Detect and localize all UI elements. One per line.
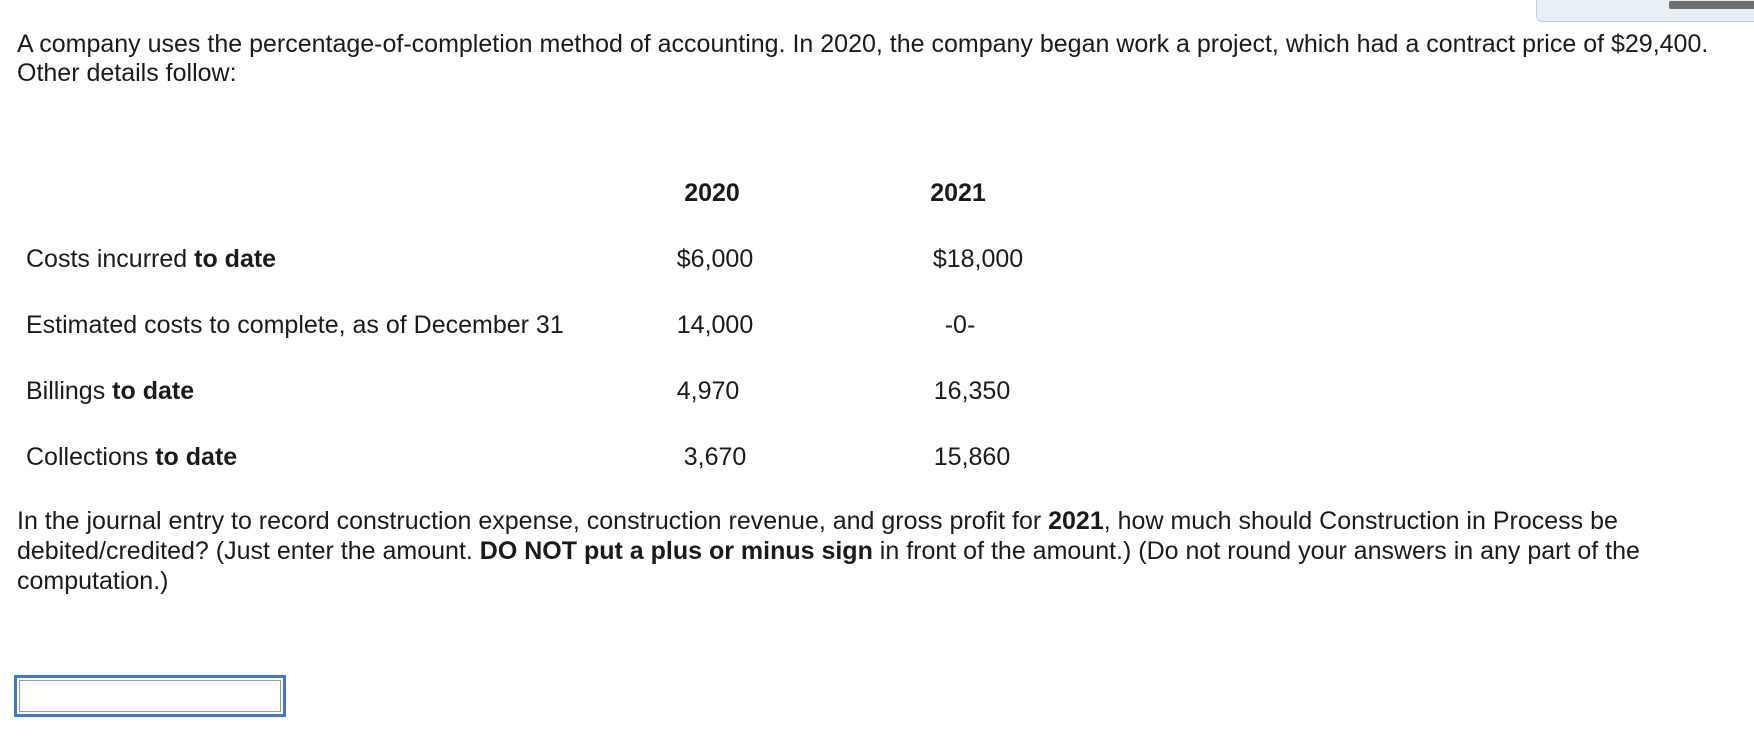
row-label-estimated-costs: Estimated costs to complete, as of December 31 [26, 311, 564, 339]
cell-estimated-costs-2021: -0- [944, 311, 976, 339]
answer-field[interactable] [14, 675, 286, 717]
row-label-collections: Collections to date [26, 443, 238, 471]
answer-input[interactable] [19, 680, 281, 712]
cell-collections-2020: 3,670 [683, 443, 747, 471]
question-text: In the journal entry to record construction expense, construction revenue, and gross profit for 2021, how much should Construction in Process be debited/credited? (Just enter the amount. DO NOT put a plus or minus sign in front of the amount.) (Do not round your answers in any part of the computation.) [17, 507, 1640, 595]
top-right-panel [1536, 0, 1754, 22]
column-header-2020: 2020 [684, 179, 740, 207]
cell-billings-2021: 16,350 [933, 377, 1011, 405]
problem-intro: A company uses the percentage-of-completion method of accounting. In 2020, the company began work a project, which had a contract price of $29,400. Other details follow: [17, 30, 1709, 87]
cell-collections-2021: 15,860 [933, 443, 1011, 471]
cell-billings-2020: 4,970 [676, 377, 740, 405]
cell-costs-incurred-2021: $18,000 [932, 245, 1024, 273]
scroll-handle[interactable] [1669, 1, 1754, 9]
row-label-costs-incurred: Costs incurred to date [26, 245, 277, 273]
row-label-billings: Billings to date [26, 377, 195, 405]
cell-costs-incurred-2020: $6,000 [676, 245, 754, 273]
cell-estimated-costs-2020: 14,000 [676, 311, 754, 339]
column-header-2021: 2021 [930, 179, 986, 207]
